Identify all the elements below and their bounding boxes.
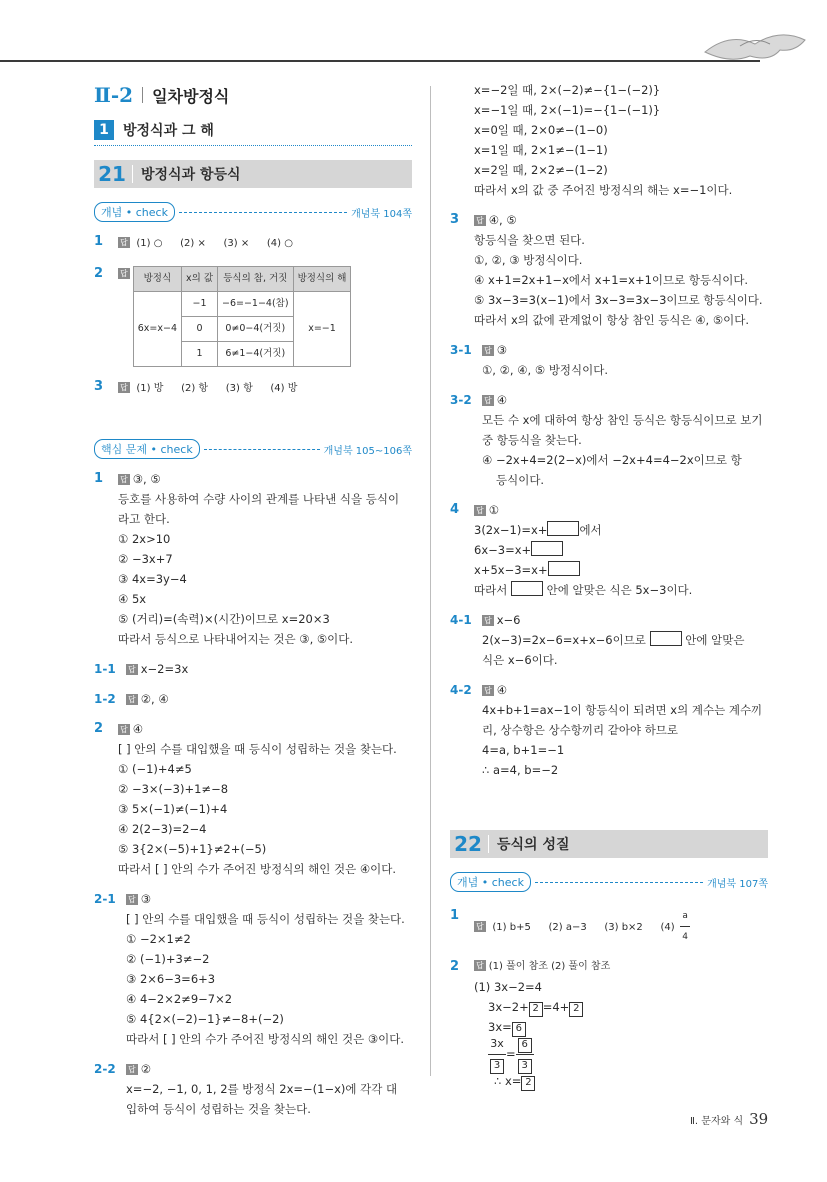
answer-badge-icon: 답 [484,396,492,405]
answer-badge-icon: 답 [484,616,492,625]
header-rule [0,60,760,62]
answer-badge-icon: 답 [476,961,484,970]
blank-box [511,581,543,596]
answer-badge-icon: 답 [128,1065,136,1074]
core-problem-2: 2 답 ④ [ ] 안의 수를 대입했을 때 등식이 성립하는 것을 찾는다. ① (−1)+4≠5 ② −3×(−3)+1≠−8 ③ 5×(−1)≠(−1)+4 ④ 2(2−3)=2−4 ⑤ 3{2×(−5)+1}≠2+(−5) 따라서 [ ] 안의 수가 주어진 방정식의 해인 것은 ④이다. [94,721,397,876]
chapter-heading [94,80,412,110]
fraction-equation: $\frac{3x}{3}$ = $\frac{6}{3}$ [474,1037,768,1071]
answer-badge-icon: 답 [476,216,484,225]
section-title: 방정식과 그 해 [123,123,214,139]
core-problem-2-2: 2-2 답 ② x=−2, −1, 0, 1, 2를 방정식 2x=−(1−x)에 각각 대 입하여 등식이 성립하는 것을 찾는다. [94,1062,398,1116]
check-reference: 개념북 107쪽 [707,878,768,890]
answer-badge-icon: 답 [484,686,492,695]
problem-3: 3 답 (1) 방 (2) 항 (3) 항 (4) 방 [94,379,298,394]
equation-table: 방정식 x의 값 등식의 참, 거짓 방정식의 해 6x=x−4 −1 −6=−1−4(참) x=−1 0 0≠0−4(거짓) 1 6≠1−4(거짓) [133,266,352,367]
core-check-bar [94,439,412,459]
concept-check-bar [94,202,412,222]
section-heading [94,118,412,146]
fraction: $\frac{a}{4}$ [680,906,690,947]
topic-heading-21 [94,160,412,188]
chapter-number: Ⅱ-2 [94,83,134,107]
concept-problem-2: 2 답 (1) 풀이 참조 (2) 풀이 참조 (1) 3x−2=4 3x−2+ 2 =4+ 2 3x= 6 $\frac{3x}{3}$ = $\frac{6}{3}$ ∴ x= 2 [450,957,768,1091]
answer-badge-icon: 답 [120,383,128,392]
core-problem-1: 1 답 ③, ⑤ 등호를 사용하여 수량 사이의 관계를 나타낸 식을 등식이 라고 한다. ① 2x>10 ② −3x+7 ③ 4x=3y−4 ④ 5x ⑤ (거리)=(속력)×(시간)이므로 x=20×3 따라서 등식으로 나타내어지는 것은 ③, ⑤이다. [94,471,400,646]
core-problem-4-1: 4-1 답 x−6 2(x−3)=2x−6=x+x−6이므로 안에 알맞은 식은 x−6이다. [450,613,745,667]
answer-badge-icon: 답 [120,725,128,734]
topic-title: 등식의 성질 [497,837,570,853]
footer-chapter: Ⅱ. 문자와 식 [690,1116,744,1127]
answer-badge-icon: 답 [128,665,136,674]
answer-badge-icon: 답 [128,895,136,904]
concept-problem-1: 1 답 (1) b+5 (2) a−3 (3) b×2 (4) $\frac{a}{4}$ [450,906,768,947]
check-tag: 개념 • check [450,872,531,892]
core-problem-3-2: 3-2 답 ④ 모든 수 x에 대하여 항상 참인 등식은 항등식이므로 보기 중 항등식을 찾는다. ④ −2x+4=2(2−x)에서 −2x+4=4−2x이므로 항 등식이다. [450,393,763,487]
core-problem-1-2: 1-2 답 ②, ④ [94,692,169,706]
check-reference: 개념북 105~106쪽 [323,445,412,457]
topic-number: 22 [454,832,482,856]
core-problem-3-1: 3-1 답 ③ ①, ②, ④, ⑤ 방정식이다. [450,343,609,377]
answer-badge-icon: 답 [120,475,128,484]
core-problem-1-1: 1-1 답 x−2=3x [94,662,189,676]
answer-badge-icon: 답 [476,506,484,515]
topic-heading-22 [450,830,768,858]
blank-box [547,521,579,536]
answer-badge-icon: 답 [120,269,128,278]
answer-badge-icon: 답 [476,922,484,931]
core-problem-4-2: 4-2 답 ④ 4x+b+1=ax−1이 항등식이 되려면 x의 계수는 계수끼 리, 상수항은 상수항끼리 같아야 하므로 4=a, b+1=−1 ∴ a=4, b=−2 [450,683,763,777]
blank-box [548,561,580,576]
core-problem-4: 4 답 ① 3(2x−1)=x+ 에서 6x−3=x+ x+5x−3=x+ 따라서 안에 알맞은 식은 5x−3이다. [450,502,693,597]
left-column [94,80,412,1119]
core-problem-3: 3 답 ④, ⑤ 항등식을 찾으면 된다. ①, ②, ③ 방정식이다. ④ x+1=2x+1−x에서 x+1=x+1이므로 항등식이다. ⑤ 3x−3=3(x−1)에서 3x−3=3x−3이므로 항등식이다. 따라서 x의 값에 관계없이 항상 참인 등식은 ④, ⑤이다. [450,212,763,327]
check-tag: 개념 • check [94,202,175,222]
check-reference: 개념북 104쪽 [351,208,412,220]
answer-badge-icon: 답 [120,238,128,247]
topic-title: 방정식과 항등식 [141,167,241,183]
check-tag: 핵심 문제 • check [94,439,200,459]
topic-number: 21 [98,162,126,186]
answer-badge-icon: 답 [484,346,492,355]
header-decoration-icon [700,22,810,66]
section-number: 1 [94,120,114,140]
blank-box [650,631,682,646]
right-column [450,80,768,1091]
page-number: 39 [749,1110,769,1128]
page-footer [690,1110,768,1128]
blank-box [531,541,563,556]
problem-2: 2 답 방정식 x의 값 등식의 참, 거짓 방정식의 해 6x=x−4 −1 −6=−1−4(참) x=−1 0 0≠0−4(거짓) 1 6≠1−4(거짓) [94,264,412,367]
core-problem-2-1: 2-1 답 ③ [ ] 안의 수를 대입했을 때 등식이 성립하는 것을 찾는다. ① −2×1≠2 ② (−1)+3≠−2 ③ 2×6−3=6+3 ④ 4−2×2≠9−7×2 ⑤ 4{2×(−2)−1}≠−8+(−2) 따라서 [ ] 안의 수가 주어진 방정식의 해인 것은 ③이다. [94,892,405,1046]
column-divider [430,86,431,1076]
core-problem-2-2-continued: x=−2일 때, 2×(−2)≠−{1−(−2)} x=−1일 때, 2×(−1)=−{1−(−1)} x=0일 때, 2×0≠−(1−0) x=1일 때, 2×1≠−(1−1) x=2일 때, 2×2≠−(1−2) 따라서 x의 값 중 주어진 방정식의 해는 x=−1이다. [474,83,733,197]
concept-check-bar-2 [450,872,768,892]
answer-badge-icon: 답 [128,695,136,704]
problem-1: 1 답 (1) ○ (2) × (3) × (4) ○ [94,234,293,249]
chapter-title: 일차방정식 [152,86,230,106]
